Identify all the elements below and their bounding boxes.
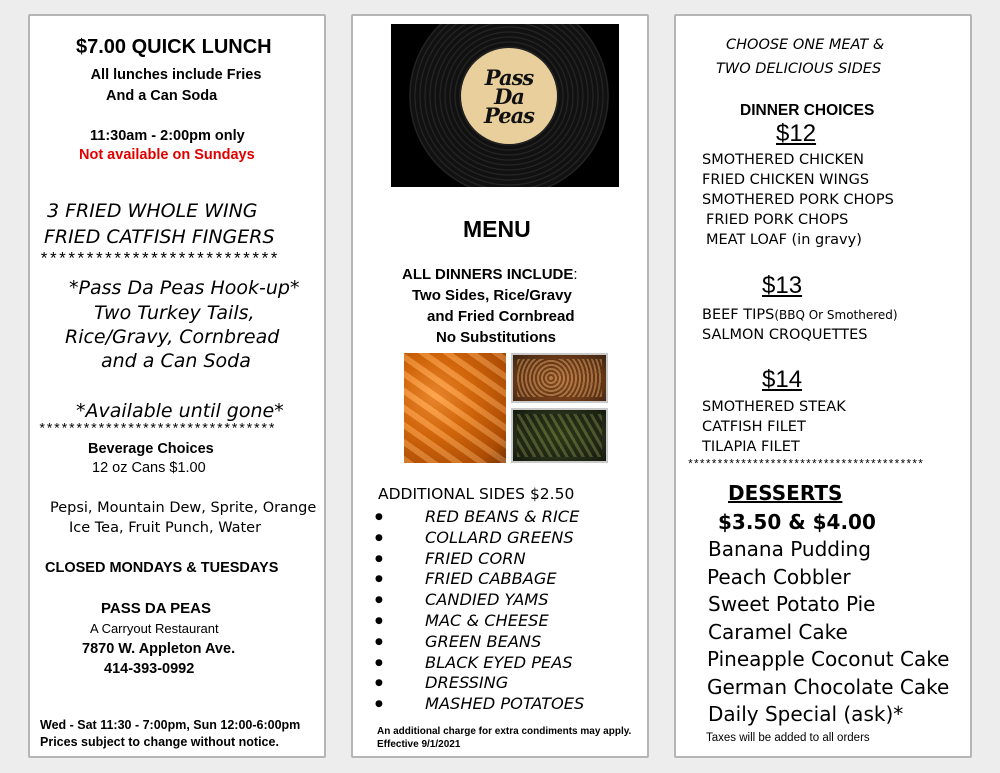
price-13: $13 [762,272,803,299]
dinner-item: FRIED PORK CHOPS [706,212,849,228]
logo-word-2: Da [494,83,524,109]
beans-photo [511,353,608,403]
dessert-item: Banana Pudding [708,537,871,561]
includes-colon: : [573,266,578,283]
dinner-item: CATFISH FILET [702,419,806,435]
dessert-item: Daily Special (ask)* [708,702,904,726]
includes-line3: No Substitutions [436,329,556,346]
lunch-item-catfish: FRIED CATFISH FINGERS [44,226,275,248]
restaurant-type: A Carryout Restaurant [90,621,219,636]
sides-list [375,507,584,715]
dinner-item: SALMON CROQUETTES [702,327,868,343]
quick-lunch-title: $7.00 QUICK LUNCH [76,36,272,58]
footer-hours: Wed - Sat 11:30 - 7:00pm, Sun 12:00-6:00pm [40,718,301,732]
divider-stars-2: ******************************** [38,422,275,438]
divider-stars: ************************** [39,251,279,270]
beef-tips-label: BEEF TIPS [702,307,775,323]
lunch-panel [28,14,326,758]
hookup-title: *Pass Da Peas Hook-up* [69,277,300,299]
record-label [461,48,557,144]
beverage-title: Beverage Choices [88,441,214,457]
list-item: ● RED BEANS & RICE [375,507,584,528]
desserts-price: $3.50 & $4.00 [718,510,876,534]
dessert-item: Caramel Cake [708,620,848,644]
list-item: ● CANDIED YAMS [375,590,584,611]
price-12: $12 [776,120,817,147]
dinner-item: SMOTHERED CHICKEN [702,152,865,168]
beverage-list-2: Ice Tea, Fruit Punch, Water [69,520,262,536]
beef-tips-item [702,307,898,323]
address: 7870 W. Appleton Ave. [82,641,236,657]
list-item: ● MAC & CHEESE [375,611,584,632]
includes-label: ALL DINNERS INCLUDE [402,266,574,283]
dinner-item: TILAPIA FILET [702,439,800,455]
dessert-item: Peach Cobbler [707,565,851,589]
dessert-item: German Chocolate Cake [707,675,950,699]
lunch-hours: 11:30am - 2:00pm only [90,128,245,144]
footer-prices: Prices subject to change without notice. [40,735,279,749]
includes-line1: Two Sides, Rice/Gravy [412,287,572,304]
lunch-item-wings: 3 FRIED WHOLE WING [47,200,258,222]
sides-title: ADDITIONAL SIDES $2.50 [378,485,575,503]
hookup-line2: Rice/Gravy, Cornbread [65,326,280,348]
dinner-item: SMOTHERED STEAK [702,399,846,415]
divider-stars-3: **************************************** [687,459,924,472]
dinner-panel [674,14,972,758]
logo-word-1: Pass [484,64,534,90]
taxes-note: Taxes will be added to all orders [706,732,870,744]
beef-tips-note: (BBQ Or Smothered) [774,308,898,322]
dinner-item: FRIED CHICKEN WINGS [702,172,870,188]
closed-days: CLOSED MONDAYS & TUESDAYS [45,560,279,576]
logo-image [391,24,619,187]
dinner-item: SMOTHERED PORK CHOPS [702,192,894,208]
yams-photo [404,353,506,463]
choose-line2: TWO DELICIOUS SIDES [716,61,882,77]
phone: 414-393-0992 [104,661,195,677]
menu-panel [351,14,649,758]
condiments-note: An additional charge for extra condiments may apply. [377,726,632,737]
list-item: ● FRIED CORN [375,549,584,570]
lunch-includes-line1: All lunches include Fries [90,67,262,83]
effective-date: Effective 9/1/2021 [377,739,461,750]
hookup-line3: and a Can Soda [101,350,251,372]
list-item: ● GREEN BEANS [375,632,584,653]
list-item: ● MASHED POTATOES [375,694,584,715]
hookup-line1: Two Turkey Tails, [94,302,255,324]
dinner-choices-title: DINNER CHOICES [740,102,875,119]
not-available-sundays: Not available on Sundays [79,147,255,163]
dessert-item: Pineapple Coconut Cake [707,647,950,671]
desserts-title: DESSERTS [728,481,843,505]
list-item: ● BLACK EYED PEAS [375,653,584,674]
price-14: $14 [762,366,803,393]
dinner-item: MEAT LOAF (in gravy) [706,232,862,248]
greens-photo [511,408,608,463]
lunch-includes-line2: And a Can Soda [106,88,218,104]
beverage-price: 12 oz Cans $1.00 [92,460,206,476]
beverage-list-1: Pepsi, Mountain Dew, Sprite, Orange [50,500,317,516]
restaurant-name: PASS DA PEAS [101,600,212,617]
available-until-gone: *Available until gone* [76,400,284,422]
list-item: ● FRIED CABBAGE [375,569,584,590]
menu-title: MENU [463,216,531,242]
list-item: ● DRESSING [375,673,584,694]
logo-word-3: Peas [483,102,535,128]
includes-title [402,266,578,283]
list-item: ● COLLARD GREENS [375,528,584,549]
dessert-item: Sweet Potato Pie [708,592,876,616]
includes-line2: and Fried Cornbread [427,308,575,325]
choose-line1: CHOOSE ONE MEAT & [726,37,885,53]
